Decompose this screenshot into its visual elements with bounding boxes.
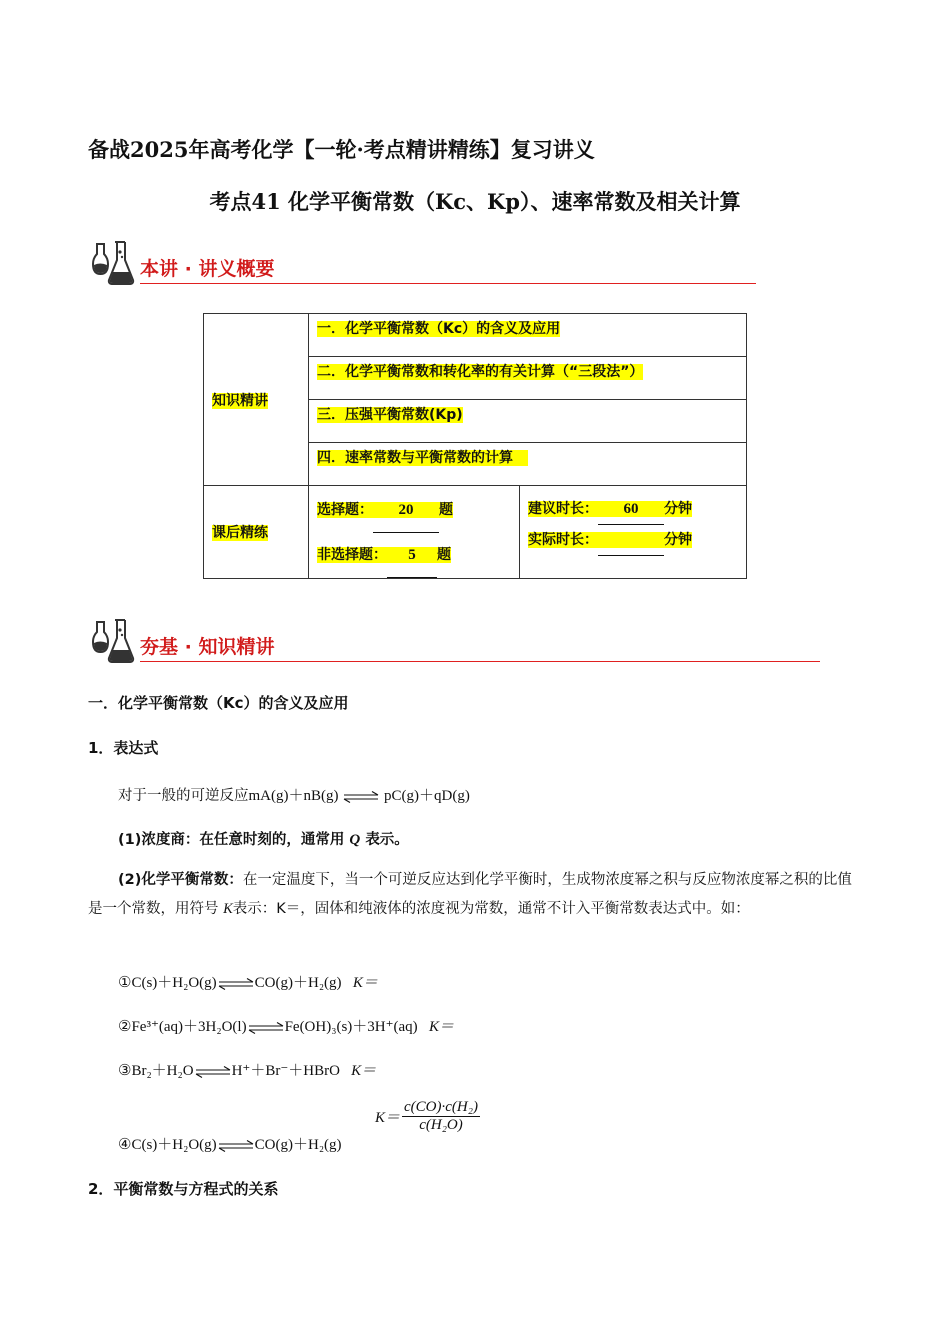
fraction-numerator: c(CO)·c(H₂) xyxy=(404,1099,478,1115)
duration-cell: 建议时长： 60 分钟 实际时长： 分钟 xyxy=(520,486,747,579)
actual-duration-field[interactable] xyxy=(598,525,664,556)
knowledge-cell xyxy=(204,314,309,486)
section-label: 夯基 · 知识精讲 xyxy=(140,636,275,658)
choice-count: 20 xyxy=(373,488,439,533)
overview-table xyxy=(203,313,747,579)
equilibrium-arrow-icon xyxy=(217,1140,255,1152)
section-label: 本讲 · 讲义概要 xyxy=(140,258,275,280)
example-4: ④C(s)＋H₂O(g) CO(g)＋H₂(g) xyxy=(118,1137,342,1153)
choice-label: 选择题： xyxy=(317,502,373,518)
nonchoice-count: 5 xyxy=(387,533,437,578)
section-divider xyxy=(140,661,820,662)
suggest-label: 建议时长： xyxy=(528,501,598,517)
topic-title: 考点41 化学平衡常数（Kc、Kp）、速率常数及相关计算 xyxy=(209,189,741,214)
general-reaction: 对于一般的可逆反应mA(g)＋nB(g) pC(g)＋qD(g) xyxy=(118,788,470,804)
flask-beaker-icon xyxy=(88,618,138,664)
example-3: ③Br₂＋H₂O H⁺＋Br⁻＋HBrO K＝ xyxy=(118,1063,377,1079)
knowledge-label: 知识精讲 xyxy=(212,392,268,409)
suggest-duration: 60 xyxy=(598,494,664,525)
nonchoice-label: 非选择题： xyxy=(317,547,387,563)
section-divider xyxy=(140,283,756,284)
example-2: ②Fe³⁺(aq)＋3H₂O(l) Fe(OH)₃(s)＋3H⁺(aq) K＝ xyxy=(118,1019,454,1035)
equilibrium-arrow-icon xyxy=(342,791,380,803)
flask-beaker-icon xyxy=(88,240,138,286)
heading-1-2: 2．平衡常数与方程式的关系 xyxy=(88,1180,279,1198)
equilibrium-constant-def: (2)化学平衡常数：在一定温度下，当一个可逆反应达到化学平衡时，生成物浓度幂之积与反应物浓度幂之积的比值是一个常数，用符号 K表示：K＝，固体和纯液体的浓度视为常数，通常不计入平衡常数表达式中。如： xyxy=(88,872,852,917)
practice-cell xyxy=(204,486,309,579)
example-1: ①C(s)＋H₂O(g) CO(g)＋H₂(g) K＝ xyxy=(118,975,378,991)
heading-1: 一．化学平衡常数（Kc）的含义及应用 xyxy=(88,694,349,712)
practice-label: 课后精练 xyxy=(212,525,268,541)
knowledge-item: 二．化学平衡常数和转化率的有关计算（“三段法”） xyxy=(309,357,747,400)
equilibrium-arrow-icon xyxy=(194,1066,232,1078)
equilibrium-arrow-icon xyxy=(247,1022,285,1034)
question-count-cell: 选择题： 20 题 非选择题： 5 题 xyxy=(309,486,520,579)
knowledge-item: 一．化学平衡常数（Kc）的含义及应用 xyxy=(309,314,747,357)
heading-1-1: 1．表达式 xyxy=(88,739,159,757)
concentration-quotient-def: (1)浓度商：在任意时刻的，通常用 Q 表示。 xyxy=(118,832,409,848)
section-header-overview xyxy=(88,240,756,288)
fraction-denominator: c(H₂O) xyxy=(419,1117,463,1133)
actual-label: 实际时长： xyxy=(528,532,598,548)
equilibrium-arrow-icon xyxy=(217,978,255,990)
document-title: 备战2025年高考化学【一轮·考点精讲精练】复习讲义 xyxy=(88,137,595,162)
knowledge-item: 三．压强平衡常数(Kp) xyxy=(309,400,747,443)
knowledge-item: 四．速率常数与平衡常数的计算 xyxy=(309,443,747,486)
section-header-knowledge xyxy=(88,618,820,666)
k-fraction: K＝ $\frac{\text{c(CO)·c(H₂)}}{\text{c(H₂O)}}$ xyxy=(375,1099,478,1133)
